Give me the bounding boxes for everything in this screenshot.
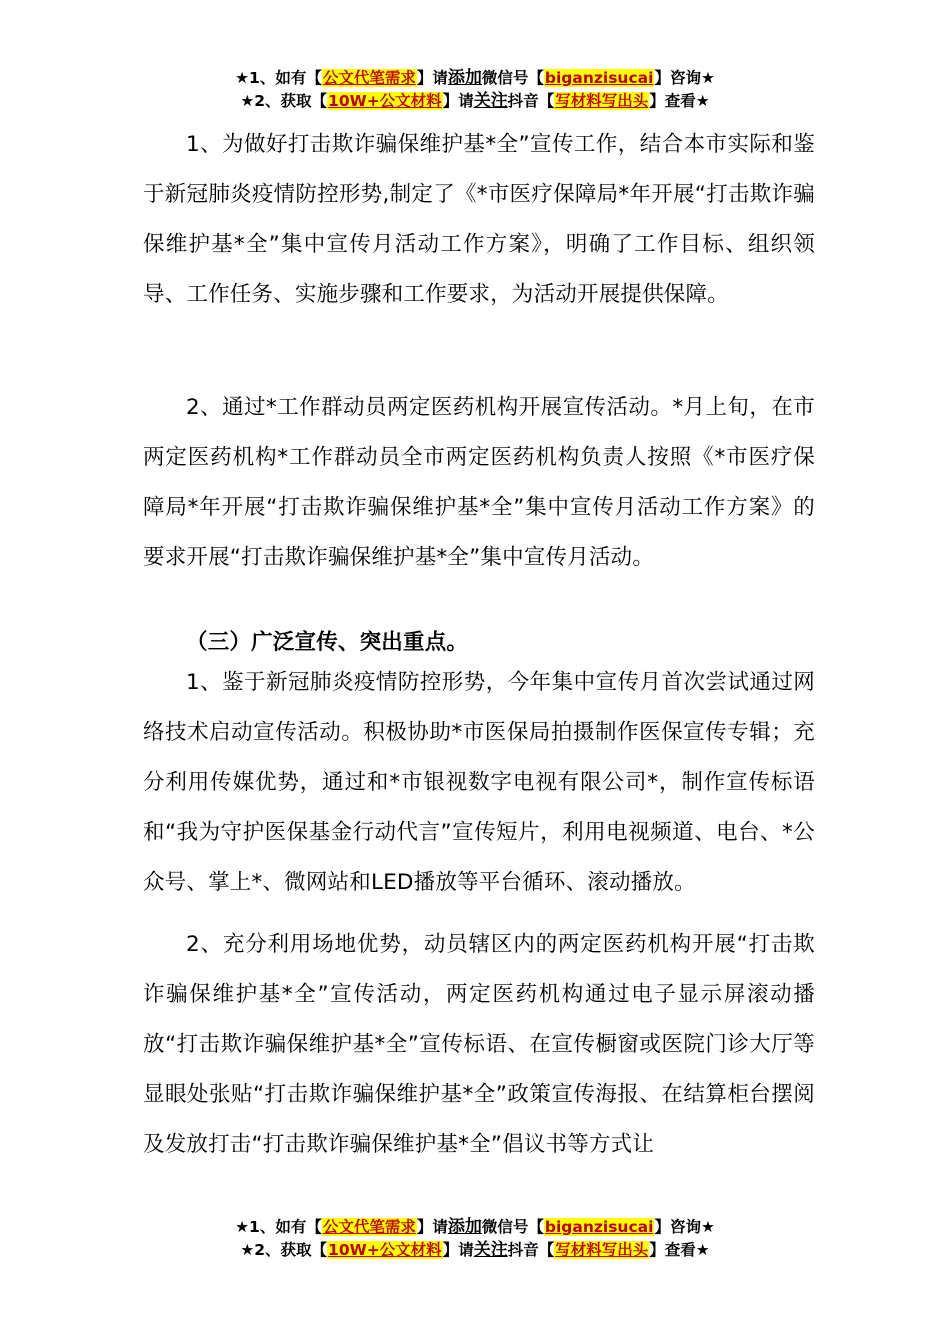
banner-line-2 [0, 90, 950, 113]
banner-text: 】咨询★ [654, 1218, 715, 1236]
footer-banner [0, 1216, 950, 1262]
banner-emphasis: 关注 [473, 91, 508, 111]
banner-text: 抖音【 [507, 1241, 555, 1259]
banner-emphasis: 添加 [447, 1217, 482, 1237]
banner-text: ★2、获取【 [240, 1241, 328, 1259]
paragraph-1: 1、为做好打击欺诈骗保维护基*全”宣传工作，结合本市实际和鉴于新冠肺炎疫情防控形势,制定了《*市医疗保障局*年开展“打击欺诈骗保维护基*全”集中宣传月活动工作方案》，明确了工作目标、组织领导、工作任务、实施步骤和工作要求，为活动开展提供保障。 [143, 132, 815, 307]
highlight-douyin-id: 写材料写出头 [555, 1241, 649, 1259]
banner-text: 】查看★ [649, 1241, 710, 1259]
banner-text: 】查看★ [649, 92, 710, 110]
paragraph-4: 2、充分利用场地优势，动员辖区内的两定医药机构开展“打击欺诈骗保维护基*全”宣传活动，两定医药机构通过电子显示屏滚动播放“打击欺诈骗保维护基*全”宣传标语、在宣传橱窗或医院门诊大厅等显眼处张贴“打击欺诈骗保维护基*全”政策宣传海报、在结算柜台摆阅及发放打击“打击欺诈骗保维护基*全”倡议书等方式让 [143, 932, 815, 1157]
banner-text: 】请 [442, 1241, 474, 1259]
banner-text: 】咨询★ [654, 69, 715, 87]
section-heading: （三）广泛宣传、突出重点。 [186, 629, 469, 655]
banner-text: 微信号【 [481, 69, 544, 87]
banner-line-1 [0, 1216, 950, 1239]
banner-text: ★1、如有【 [235, 1218, 322, 1236]
highlight-materials: 10W+公文材料 [328, 92, 442, 110]
banner-emphasis: 关注 [473, 1240, 508, 1260]
highlight-wechat-id: biganzisucai [544, 1218, 654, 1236]
highlight-materials: 10W+公文材料 [328, 1241, 442, 1259]
banner-text: ★1、如有【 [235, 69, 322, 87]
banner-line-2 [0, 1239, 950, 1262]
paragraph-3: 1、鉴于新冠肺炎疫情防控形势，今年集中宣传月首次尝试通过网络技术启动宣传活动。积极协助*市医保局拍摄制作医保宣传专辑；充分利用传媒优势，通过和*市银视数字电视有限公司*，制作宣传标语和“我为守护医保基金行动代言”宣传短片，利用电视频道、电台、*公众号、掌上*、微网站和LED播放等平台循环、滚动播放。 [143, 670, 815, 895]
highlight-service: 公文代笔需求 [322, 1218, 416, 1236]
banner-text: 】请 [416, 69, 448, 87]
paragraph-2: 2、通过*工作群动员两定医药机构开展宣传活动。*月上旬，在市两定医药机构*工作群动员全市两定医药机构负责人按照《*市医疗保障局*年开展“打击欺诈骗保维护基*全”集中宣传月活动工作方案》的要求开展“打击欺诈骗保维护基*全”集中宣传月活动。 [143, 395, 815, 570]
banner-text: 抖音【 [507, 92, 555, 110]
banner-emphasis: 添加 [447, 68, 482, 88]
header-banner [0, 67, 950, 113]
highlight-douyin-id: 写材料写出头 [555, 92, 649, 110]
banner-text: 】请 [442, 92, 474, 110]
highlight-service: 公文代笔需求 [322, 69, 416, 87]
banner-text: 微信号【 [481, 1218, 544, 1236]
highlight-wechat-id: biganzisucai [544, 69, 654, 87]
banner-text: 】请 [416, 1218, 448, 1236]
banner-text: ★2、获取【 [240, 92, 328, 110]
banner-line-1 [0, 67, 950, 90]
